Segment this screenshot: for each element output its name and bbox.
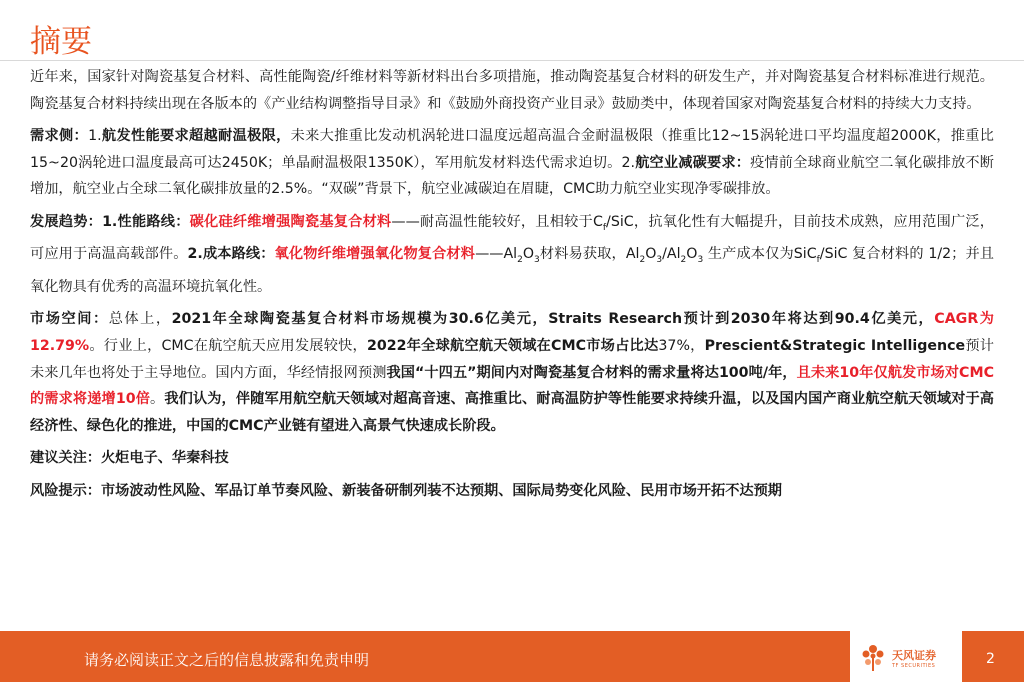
market-cagr-highlight: CAGR为12.79% xyxy=(30,311,994,354)
trend-sub-1: 2 xyxy=(517,255,523,266)
demand-point2-title: 航空业减碳要求： xyxy=(635,154,751,171)
trend-sub-6: 3 xyxy=(697,255,704,266)
trend-route2-text-a: ——Al xyxy=(475,246,518,263)
trend-route2-highlight: 氧化物纤维增强氧化物复合材料 xyxy=(274,246,476,263)
title-divider xyxy=(0,60,1024,61)
market-growth-highlight: 且未来10年仅航发市场对CMC的需求将递增10倍 xyxy=(30,364,994,408)
market-bold-4: 我国“十四五”期间内对陶瓷基复合材料的需求量将达100吨/年， xyxy=(386,364,797,381)
footer-bar xyxy=(0,631,1024,682)
trend-sub-2: 3 xyxy=(534,255,540,266)
market-bold-2: 2022年全球航空航天领域在CMC市场占比达 xyxy=(367,338,659,354)
market-label: 市场空间： xyxy=(30,311,109,328)
market-paragraph xyxy=(30,306,994,439)
market-text-2: 。行业上，CMC在航空航天应用发展较快， xyxy=(89,338,367,354)
market-conclusion: 我们认为，伴随军用航空航天领域对超高音速、高推重比、耐高温防护等性能要求持续升温，以及国内国产商业航空航天领域对于高经济性、绿色化的推进，中国的CMC产业链有望进入高景气快速成长阶段。 xyxy=(30,391,994,434)
market-text-4: 预计未来几年也将处于主导地位。国内方面，华经情报网预测 xyxy=(30,338,994,381)
trend-route1-sub: f xyxy=(602,222,607,233)
demand-point2-text: 疫情前全球商业航空二氧化碳排放不断增加，航空业占全球二氧化碳排放量的2.5%。“双碳”背景下，航空业减碳迫在眉睫，CMC助力航空业实现净零碳排放。 xyxy=(30,154,994,198)
risk-label: 风险提示： xyxy=(30,482,101,499)
trend-sub-4: 3 xyxy=(656,255,663,266)
demand-point1-title: 航发性能要求超越耐温极限， xyxy=(101,128,291,145)
trend-route2-text-d: O xyxy=(645,246,657,263)
company-logo xyxy=(860,641,956,675)
trend-route1-label: 1.性能路线： xyxy=(102,213,190,230)
market-text-1: 总体上， xyxy=(108,311,172,328)
logo-flower-icon xyxy=(860,643,886,673)
footer-disclaimer: 请务必阅读正文之后的信息披露和免责申明 xyxy=(84,651,370,669)
trend-route1-text-a: ——耐高温性能较好，且相较于C xyxy=(391,213,603,230)
trend-label: 发展趋势： xyxy=(30,213,103,230)
suggest-label: 建议关注： xyxy=(30,450,101,467)
market-bold-3: Prescient&Strategic Intelligence xyxy=(704,338,966,354)
demand-num: 1. xyxy=(88,128,102,145)
summary-content xyxy=(30,64,994,505)
risk-paragraph xyxy=(30,478,994,505)
market-bold-1: 2021年全球陶瓷基复合材料市场规模为30.6亿美元，Straits Research预计到2030年将达到90.4亿美元， xyxy=(171,311,935,328)
risk-text: 市场波动性风险、军品订单节奏风险、新装备研制列装不达预期、国际局势变化风险、民用市场开拓不达预期 xyxy=(100,482,782,499)
demand-label: 需求侧： xyxy=(30,128,89,145)
trend-route1-text-b: /SiC，抗氧化性有大幅提升，目前技术成熟，应用范围广泛，可应用于高温高载部件。 xyxy=(30,213,994,263)
trend-route2-text-h: /SiC 复合材料的 1/2；并且氧化物具有优秀的高温环境抗氧化性。 xyxy=(30,246,994,295)
logo-text: 天风证券 xyxy=(892,649,936,662)
trend-route2-text-g: 生产成本仅为SiC xyxy=(703,246,817,263)
suggest-paragraph xyxy=(30,445,994,472)
intro-paragraph: 近年来，国家针对陶瓷基复合材料、高性能陶瓷/纤维材料等新材料出台多项措施，推动陶瓷基复合材料的研发生产，并对陶瓷基复合材料标准进行规范。陶瓷基复合材料持续出现在各版本的《产业结构调整指导目录》和《鼓励外商投资产业目录》鼓励类中，体现着国家对陶瓷基复合材料的持续大力支持。 xyxy=(30,69,994,112)
trend-route2-text-f: O xyxy=(686,246,698,263)
suggest-text: 火炬电子、华秦科技 xyxy=(100,450,229,467)
trend-paragraph xyxy=(30,209,994,300)
trend-sub-7: f xyxy=(816,255,820,266)
demand-point1-text: 未来大推重比发动机涡轮进口温度远超高温合金耐温极限（推重比12~15涡轮进口平均温度超2000K，推重比15~20涡轮进口温度最高可达2450K；单晶耐温极限1350K），军用航发材料迭代需求迫切。2. xyxy=(30,128,994,171)
page-title: 摘要 xyxy=(30,24,92,60)
trend-route1-highlight: 碳化硅纤维增强陶瓷基复合材料 xyxy=(189,213,392,230)
trend-sub-3: 2 xyxy=(639,255,646,266)
page-number: 2 xyxy=(986,651,995,667)
demand-paragraph xyxy=(30,123,994,203)
trend-route2-text-b: O xyxy=(522,246,535,263)
trend-route2-label: 2.成本路线： xyxy=(187,246,275,263)
logo-subtext: TF SECURITIES xyxy=(892,663,936,669)
trend-route2-text-e: /Al xyxy=(662,246,681,263)
trend-route2-text-c: 材料易获取，Al xyxy=(539,246,640,263)
market-text-3: 37%， xyxy=(658,338,705,354)
footer-logo-panel xyxy=(850,631,962,682)
trend-sub-5: 2 xyxy=(680,255,687,266)
market-text-5: 。 xyxy=(150,391,165,408)
